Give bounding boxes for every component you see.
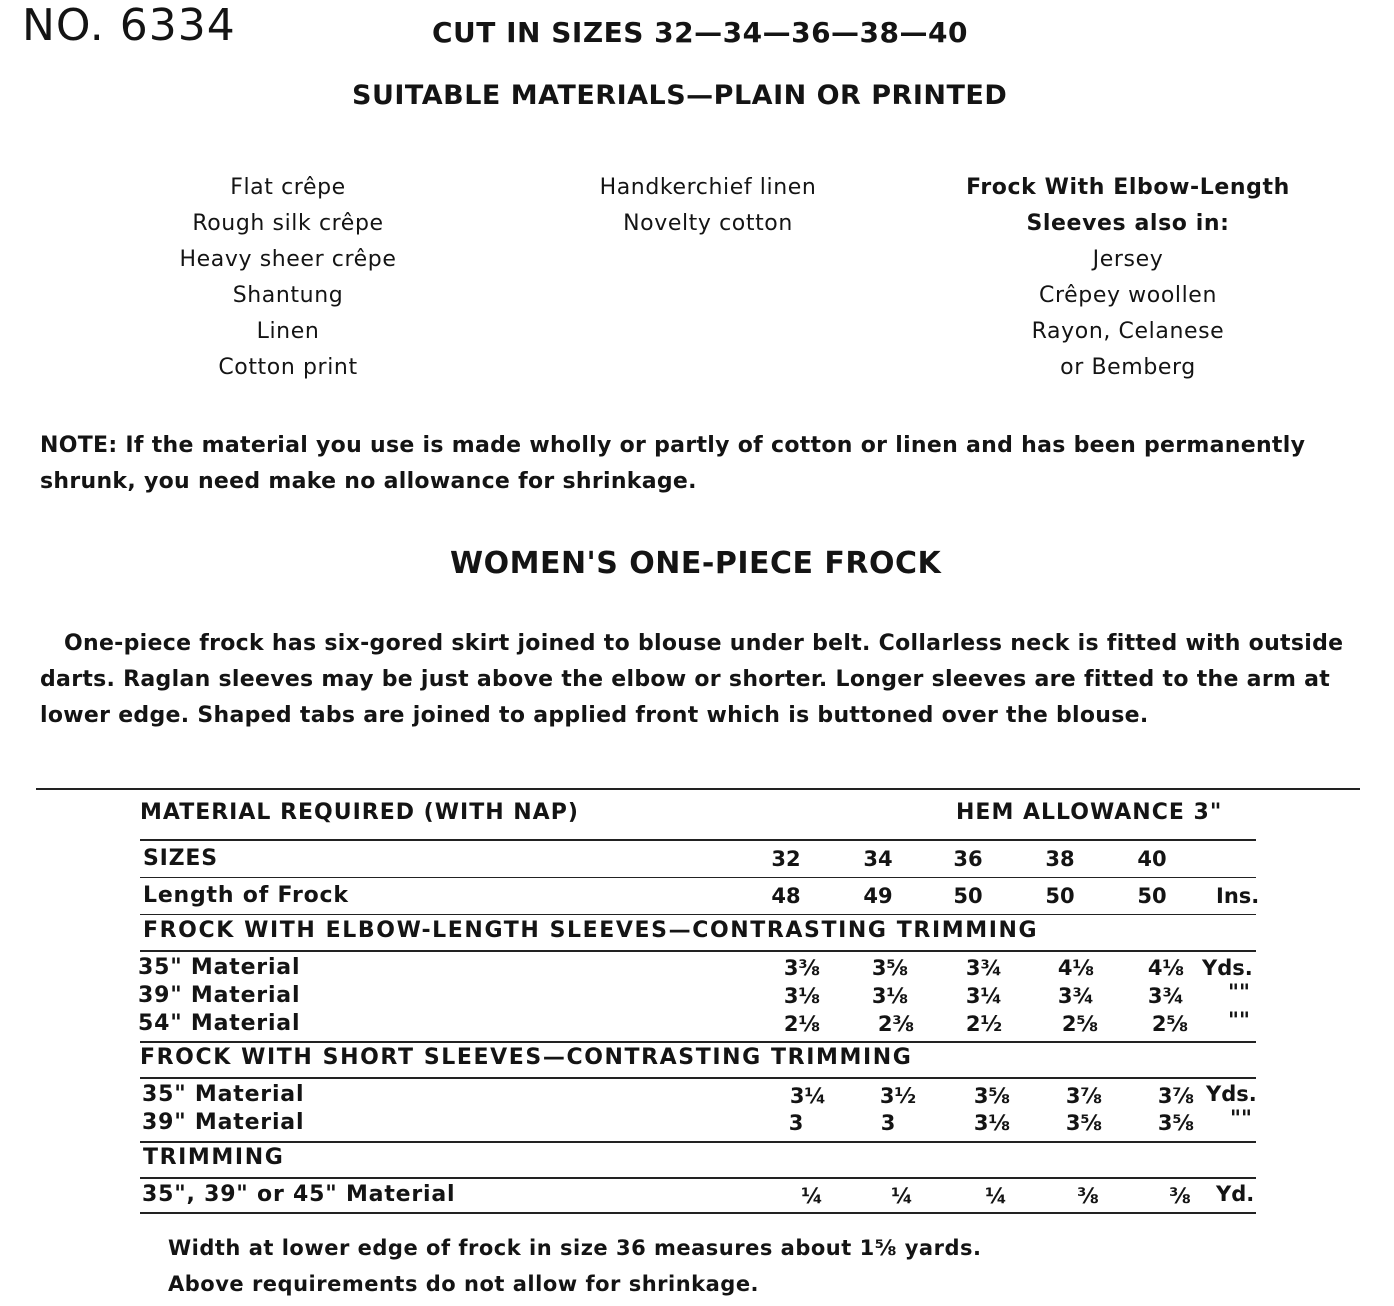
row-unit: "" xyxy=(1228,1008,1250,1032)
length-cell: 48 xyxy=(771,884,801,908)
size-cell: 36 xyxy=(953,847,983,871)
material-item: Novelty cotton xyxy=(623,211,793,236)
section-heading: TRIMMING xyxy=(143,1145,285,1170)
material-item: Jersey xyxy=(1092,247,1164,272)
material-item: Cotton print xyxy=(218,355,358,380)
material-item: Rough silk crêpe xyxy=(192,211,384,236)
row-label: 54" Material xyxy=(138,1011,301,1036)
table-title: MATERIAL REQUIRED (WITH NAP) xyxy=(140,800,579,825)
value-cell: 3⅛ xyxy=(783,984,821,1008)
value-cell: 3¼ xyxy=(965,984,1003,1008)
size-cell: 32 xyxy=(771,847,801,871)
value-cell: 3¼ xyxy=(789,1084,827,1108)
material-item: Rayon, Celanese xyxy=(1031,319,1225,344)
row-label: 39" Material xyxy=(142,1110,305,1135)
value-cell: 3⅛ xyxy=(871,984,909,1008)
length-cell: 50 xyxy=(1137,884,1167,908)
table-rule xyxy=(140,839,1256,841)
table-bottom-rule xyxy=(140,1212,1256,1214)
size-cell: 40 xyxy=(1137,847,1167,871)
material-item: or Bemberg xyxy=(1060,355,1196,380)
row-label: 39" Material xyxy=(138,983,301,1008)
row-unit: Yds. xyxy=(1202,956,1253,980)
section-heading: FROCK WITH SHORT SLEEVES—CONTRASTING TRIMMING xyxy=(140,1045,913,1070)
length-label: Length of Frock xyxy=(143,883,349,908)
value-cell: 3 xyxy=(880,1111,896,1135)
table-rule xyxy=(140,1177,1256,1179)
value-cell: 3⅞ xyxy=(1065,1084,1103,1108)
row-unit: Yds. xyxy=(1206,1082,1257,1106)
length-unit: Ins. xyxy=(1216,884,1260,908)
value-cell: 3¾ xyxy=(1057,984,1095,1008)
hem-allowance: HEM ALLOWANCE 3" xyxy=(956,800,1223,825)
table-rule xyxy=(140,914,1256,915)
material-item: Heavy sheer crêpe xyxy=(179,247,397,272)
value-cell: 3⅛ xyxy=(973,1111,1011,1135)
value-cell: ⅜ xyxy=(1077,1184,1099,1208)
row-unit: Yd. xyxy=(1216,1182,1255,1206)
sizes-heading: CUT IN SIZES 32—34—36—38—40 xyxy=(432,16,968,49)
shrinkage-note: NOTE: If the material you use is made wholly or partly of cotton or linen and has been permanently shrunk, you need make no allowance for shrinkage. xyxy=(40,433,1306,494)
length-cell: 50 xyxy=(953,884,983,908)
table-rule xyxy=(140,1041,1256,1043)
shrinkage-footer: Above requirements do not allow for shrinkage. xyxy=(168,1272,760,1296)
row-unit: "" xyxy=(1228,980,1250,1004)
value-cell: 2⅛ xyxy=(783,1012,821,1036)
value-cell: ¼ xyxy=(801,1184,823,1208)
value-cell: 2⅝ xyxy=(1061,1012,1099,1036)
value-cell: 3⅝ xyxy=(973,1084,1011,1108)
value-cell: 3⅝ xyxy=(871,956,909,980)
value-cell: ¼ xyxy=(891,1184,913,1208)
row-label: 35", 39" or 45" Material xyxy=(142,1182,456,1207)
pattern-number: NO. 6334 xyxy=(22,0,236,51)
value-cell: 3⅝ xyxy=(1157,1111,1195,1135)
row-label: 35" Material xyxy=(142,1082,305,1107)
table-rule xyxy=(140,1141,1256,1143)
value-cell: 2½ xyxy=(965,1012,1003,1036)
table-rule xyxy=(140,877,1256,878)
row-label: 35" Material xyxy=(138,955,301,980)
length-cell: 50 xyxy=(1045,884,1075,908)
value-cell: ⅜ xyxy=(1169,1184,1191,1208)
value-cell: 3⅝ xyxy=(1065,1111,1103,1135)
sizes-label: SIZES xyxy=(143,846,218,871)
value-cell: 3½ xyxy=(879,1084,917,1108)
materials-column-1 xyxy=(138,170,438,386)
materials-column-3 xyxy=(928,170,1328,386)
materials-column-heading: Sleeves also in: xyxy=(1026,211,1230,236)
value-cell: 3¾ xyxy=(965,956,1003,980)
table-rule xyxy=(140,950,1256,952)
value-cell: 4⅛ xyxy=(1147,956,1185,980)
value-cell: 3 xyxy=(788,1111,804,1135)
section-title: WOMEN'S ONE-PIECE FROCK xyxy=(450,546,942,581)
value-cell: ¼ xyxy=(985,1184,1007,1208)
materials-column-heading: Frock With Elbow-Length xyxy=(966,175,1290,200)
row-unit: "" xyxy=(1230,1106,1252,1130)
width-note: Width at lower edge of frock in size 36 measures about 1⅝ yards. xyxy=(168,1236,982,1260)
value-cell: 2⅝ xyxy=(1151,1012,1189,1036)
value-cell: 3⅜ xyxy=(783,956,821,980)
material-item: Flat crêpe xyxy=(230,175,346,200)
value-cell: 4⅛ xyxy=(1057,956,1095,980)
materials-heading: SUITABLE MATERIALS—PLAIN OR PRINTED xyxy=(352,80,1008,111)
size-cell: 34 xyxy=(863,847,893,871)
materials-column-2 xyxy=(558,170,858,242)
size-cell: 38 xyxy=(1045,847,1075,871)
value-cell: 3¾ xyxy=(1147,984,1185,1008)
table-rule xyxy=(140,1077,1256,1079)
material-item: Handkerchief linen xyxy=(599,175,817,200)
length-cell: 49 xyxy=(863,884,893,908)
frock-description: One-piece frock has six-gored skirt joined to blouse under belt. Collarless neck is fitted with outside darts. Raglan sleeves may be just above the elbow or shorter. Longer sleeves are fitted to the arm at lower edge. Shaped tabs are joined to applied front which is buttoned over the blouse. xyxy=(40,631,1344,728)
section-heading: FROCK WITH ELBOW-LENGTH SLEEVES—CONTRASTING TRIMMING xyxy=(143,918,1039,943)
value-cell: 2⅜ xyxy=(877,1012,915,1036)
table-top-rule xyxy=(36,788,1360,790)
material-item: Shantung xyxy=(232,283,344,308)
material-item: Linen xyxy=(256,319,320,344)
material-item: Crêpey woollen xyxy=(1039,283,1217,308)
value-cell: 3⅞ xyxy=(1157,1084,1195,1108)
